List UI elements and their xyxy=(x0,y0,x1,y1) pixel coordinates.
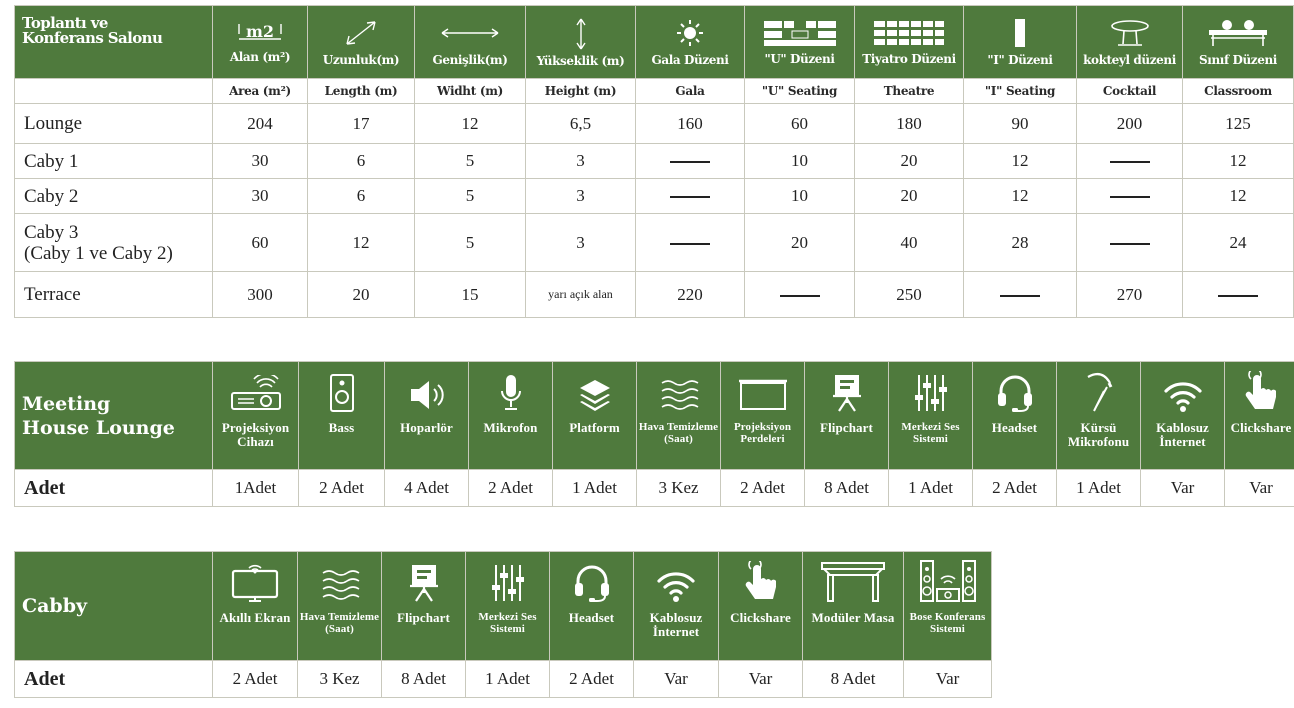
equip-central-sound xyxy=(889,362,973,470)
equip-microphone xyxy=(469,362,553,470)
header-length: Uzunluk(m) xyxy=(308,6,415,79)
equip-modular-table xyxy=(803,552,904,661)
table-cell: 6 xyxy=(308,144,415,179)
equipment-label: Flipchart xyxy=(820,419,873,435)
table-cell: 3 xyxy=(526,214,636,272)
not-available-dash xyxy=(964,272,1077,318)
table-cell: 12 xyxy=(1183,179,1294,214)
table-cell: 300 xyxy=(213,272,308,318)
equipment-quantity: 3 Kez xyxy=(637,470,721,507)
bose-speaker-system-icon xyxy=(904,557,991,603)
equipment-label: Kablosuz İnternet xyxy=(1156,419,1209,449)
table-cell: 3 xyxy=(526,179,636,214)
equipment-quantity: 1 Adet xyxy=(553,470,637,507)
dash-line xyxy=(670,196,710,198)
equipment-quantity: Var xyxy=(904,661,992,698)
header-area xyxy=(213,6,308,79)
not-available-dash xyxy=(636,144,745,179)
table-cell: 180 xyxy=(855,104,964,144)
equipment-label: Flipchart xyxy=(397,610,450,625)
equip-headset xyxy=(550,552,634,661)
row-venue-name: Terrace xyxy=(15,272,213,318)
equipment-label: Platform xyxy=(569,419,620,435)
header-classroom: Sınıf Düzeni xyxy=(1183,6,1294,79)
table-cell: yarı açık alan xyxy=(526,272,636,318)
header-width: Genişlik(m) xyxy=(415,6,526,79)
table-cell: 28 xyxy=(964,214,1077,272)
equip-smart-screen xyxy=(213,552,298,661)
not-available-dash xyxy=(636,214,745,272)
row-venue-name: Caby 3 (Caby 1 ve Caby 2) xyxy=(15,214,213,272)
table-cell: 220 xyxy=(636,272,745,318)
equipment-quantity: 8 Adet xyxy=(805,470,889,507)
equip-bass xyxy=(299,362,385,470)
air-waves-icon xyxy=(637,367,720,413)
equip-flipchart xyxy=(805,362,889,470)
equipment-label: Modüler Masa xyxy=(811,610,895,625)
table-cell: 6 xyxy=(308,179,415,214)
table-cell: 250 xyxy=(855,272,964,318)
equipment-label: Clickshare xyxy=(1230,419,1292,435)
equipment-quantity: 1Adet xyxy=(213,470,299,507)
equip-projection-screen xyxy=(721,362,805,470)
qty-row-label: Adet xyxy=(15,661,213,698)
equipment-label: Merkezi Ses Sistemi xyxy=(478,611,537,635)
table-cell: 17 xyxy=(308,104,415,144)
horizontal-arrow-icon xyxy=(438,18,502,48)
wifi-icon xyxy=(634,557,718,603)
table-cell: 20 xyxy=(308,272,415,318)
header-i-layout: "I" Düzeni xyxy=(964,6,1077,79)
bass-speaker-icon xyxy=(299,367,384,413)
equip-platform xyxy=(553,362,637,470)
headset-icon xyxy=(973,367,1056,413)
lectern-mic-icon xyxy=(1057,367,1140,413)
not-available-dash xyxy=(745,272,855,318)
header-gala: Gala Düzeni xyxy=(636,6,745,79)
not-available-dash xyxy=(1077,179,1183,214)
table-cell: 20 xyxy=(855,179,964,214)
dash-line xyxy=(1110,161,1150,163)
equip-lectern-mic xyxy=(1057,362,1141,470)
diagonal-arrow-icon xyxy=(341,18,381,48)
table1-title: Toplantı ve Konferans Salonu xyxy=(15,6,213,79)
equipment-quantity: 2 Adet xyxy=(213,661,298,698)
cabby-equipment-table xyxy=(14,551,992,698)
table-cell: 60 xyxy=(213,214,308,272)
sun-icon xyxy=(675,18,705,48)
wifi-icon xyxy=(1141,367,1224,413)
equipment-quantity: Var xyxy=(1141,470,1225,507)
dash-line xyxy=(1110,243,1150,245)
row-venue-name: Lounge xyxy=(15,104,213,144)
microphone-icon xyxy=(469,367,552,413)
equipment-quantity: 4 Adet xyxy=(385,470,469,507)
table-cell: 12 xyxy=(415,104,526,144)
equip-wifi xyxy=(1141,362,1225,470)
equipment-quantity: Var xyxy=(1225,470,1294,507)
equipment-quantity: 3 Kez xyxy=(298,661,382,698)
equipment-label: Hava Temizleme (Saat) xyxy=(638,420,719,445)
equip-flipchart xyxy=(382,552,466,661)
conference-capacity-table: Toplantı ve Konferans Salonu m2 Alan (m²) Uzunluk(m) Genişlik(m) Yükseklik (m) Gala Düzeni "U" Düzeni Tiyatro Düzeni "I" Düzeni kokteyl düzeni Sınıf Düzeni Area (m²) Length (m) Widht (m) Height (m) Gala "U" Seating Theatre "I" Seating Cocktail Classroom Lounge 204 17 12 6,5 160 60 180 90 200 125 Caby 1 30 6 5 3 10 20 12 12 Caby 2 30 6 5 3 10 20 12 12 Caby 3 (Caby 1 ve Caby 2) 60 12 5 3 20 40 28 24 Terrace 300 20 15 yarı açık alan 220 250 270 xyxy=(14,5,1294,318)
equipment-label: Headset xyxy=(991,419,1038,435)
equipment-label: Clickshare xyxy=(730,610,791,625)
equipment-quantity: 2 Adet xyxy=(299,470,385,507)
table-cell: 30 xyxy=(213,144,308,179)
equipment-label: Hava Temizleme (Saat) xyxy=(299,611,380,635)
equipment-label: Projeksiyon Cihazı xyxy=(221,419,290,449)
cocktail-table-icon xyxy=(1108,18,1152,48)
layers-icon xyxy=(553,367,636,413)
dash-line xyxy=(670,243,710,245)
equip-air-purifier xyxy=(637,362,721,470)
table-cell: 12 xyxy=(308,214,415,272)
table-cell: 90 xyxy=(964,104,1077,144)
table-cell: 15 xyxy=(415,272,526,318)
equipment-quantity: 1 Adet xyxy=(889,470,973,507)
table-row xyxy=(15,144,1294,179)
equip-headset xyxy=(973,362,1057,470)
equip-clickshare xyxy=(1225,362,1294,470)
table-cell: 270 xyxy=(1077,272,1183,318)
area-square-meter-icon xyxy=(235,21,285,45)
header-theatre: Tiyatro Düzeni xyxy=(855,6,964,79)
equipment-quantity: 2 Adet xyxy=(550,661,634,698)
table-cell: 10 xyxy=(745,144,855,179)
qty-row-label: Adet xyxy=(15,470,213,507)
table-cell: 5 xyxy=(415,214,526,272)
dash-line xyxy=(1000,295,1040,297)
table-cell: 40 xyxy=(855,214,964,272)
equip-projector xyxy=(213,362,299,470)
table-cell: 24 xyxy=(1183,214,1294,272)
equipment-label: Kürsü Mikrofonu xyxy=(1067,419,1130,449)
header-area-tr: Alan (m²) xyxy=(229,49,291,64)
meeting-house-lounge-equipment-table xyxy=(14,361,1294,507)
classroom-desk-icon xyxy=(1205,18,1271,48)
table-cell: 20 xyxy=(745,214,855,272)
dash-line xyxy=(1218,295,1258,297)
equip-wifi xyxy=(634,552,719,661)
table-cell: 10 xyxy=(745,179,855,214)
smart-screen-icon xyxy=(213,557,297,603)
header-u-layout: "U" Düzeni xyxy=(745,6,855,79)
equipment-label: Kablosuz İnternet xyxy=(649,610,703,639)
not-available-dash xyxy=(1077,144,1183,179)
row-venue-name: Caby 1 xyxy=(15,144,213,179)
table-cell: 5 xyxy=(415,179,526,214)
equip-air-purifier xyxy=(298,552,382,661)
i-seating-icon xyxy=(1013,18,1027,48)
equipment-quantity: Var xyxy=(634,661,719,698)
equipment-quantity: 8 Adet xyxy=(382,661,466,698)
equipment-label: Bose Konferans Sistemi xyxy=(909,611,986,635)
table-row xyxy=(15,272,1294,318)
equipment-quantity: 1 Adet xyxy=(1057,470,1141,507)
table-cell: 125 xyxy=(1183,104,1294,144)
header-height: Yükseklik (m) xyxy=(526,6,636,79)
svg-text:m2: m2 xyxy=(245,21,275,41)
flipchart-icon xyxy=(382,557,465,603)
equip-central-sound xyxy=(466,552,550,661)
u-seating-icon xyxy=(762,19,838,47)
row-venue-name: Caby 2 xyxy=(15,179,213,214)
equipment-label: Headset xyxy=(568,610,615,625)
mixer-sliders-icon xyxy=(466,557,549,603)
not-available-dash xyxy=(1183,272,1294,318)
equipment-quantity: 2 Adet xyxy=(973,470,1057,507)
table-cell: 20 xyxy=(855,144,964,179)
not-available-dash xyxy=(636,179,745,214)
table2-title: Meeting House Lounge xyxy=(15,362,213,470)
table-row xyxy=(15,214,1294,272)
table-cell: 160 xyxy=(636,104,745,144)
modular-table-icon xyxy=(803,557,903,603)
table3-title: Cabby xyxy=(15,552,213,661)
equip-speaker xyxy=(385,362,469,470)
dash-line xyxy=(670,161,710,163)
table-cell: 5 xyxy=(415,144,526,179)
flipchart-icon xyxy=(805,367,888,413)
equipment-quantity: 1 Adet xyxy=(466,661,550,698)
equipment-quantity: 2 Adet xyxy=(469,470,553,507)
table-cell: 30 xyxy=(213,179,308,214)
table-cell: 12 xyxy=(964,144,1077,179)
projector-icon xyxy=(213,367,298,413)
header-cocktail: kokteyl düzeni xyxy=(1077,6,1183,79)
touch-hand-icon xyxy=(719,557,802,603)
not-available-dash xyxy=(1077,214,1183,272)
vertical-arrow-icon xyxy=(571,17,591,51)
air-waves-icon xyxy=(298,557,381,603)
table-row xyxy=(15,179,1294,214)
subheader-empty xyxy=(15,79,213,104)
equipment-label: Akıllı Ekran xyxy=(219,610,291,625)
equipment-label: Bass xyxy=(328,419,355,435)
table-cell: 204 xyxy=(213,104,308,144)
equipment-quantity: 8 Adet xyxy=(803,661,904,698)
equipment-quantity: 2 Adet xyxy=(721,470,805,507)
touch-hand-icon xyxy=(1225,367,1294,413)
equipment-quantity: Var xyxy=(719,661,803,698)
table-cell: 6,5 xyxy=(526,104,636,144)
table-cell: 12 xyxy=(964,179,1077,214)
table-cell: 12 xyxy=(1183,144,1294,179)
dash-line xyxy=(780,295,820,297)
theatre-seating-icon xyxy=(872,19,946,47)
capacity-rows xyxy=(15,104,1294,318)
equipment-label: Projeksiyon Perdeleri xyxy=(733,420,792,445)
equip-bose-system xyxy=(904,552,992,661)
equipment-label: Mikrofon xyxy=(483,419,538,435)
table-row xyxy=(15,104,1294,144)
table-cell: 60 xyxy=(745,104,855,144)
equip-clickshare xyxy=(719,552,803,661)
table-cell: 200 xyxy=(1077,104,1183,144)
dash-line xyxy=(1110,196,1150,198)
table-cell: 3 xyxy=(526,144,636,179)
headset-icon xyxy=(550,557,633,603)
equipment-label: Merkezi Ses Sistemi xyxy=(901,420,960,445)
projection-screen-icon xyxy=(721,367,804,413)
equipment-label: Hoparlör xyxy=(400,419,453,435)
mixer-sliders-icon xyxy=(889,367,972,413)
loudspeaker-icon xyxy=(385,367,468,413)
